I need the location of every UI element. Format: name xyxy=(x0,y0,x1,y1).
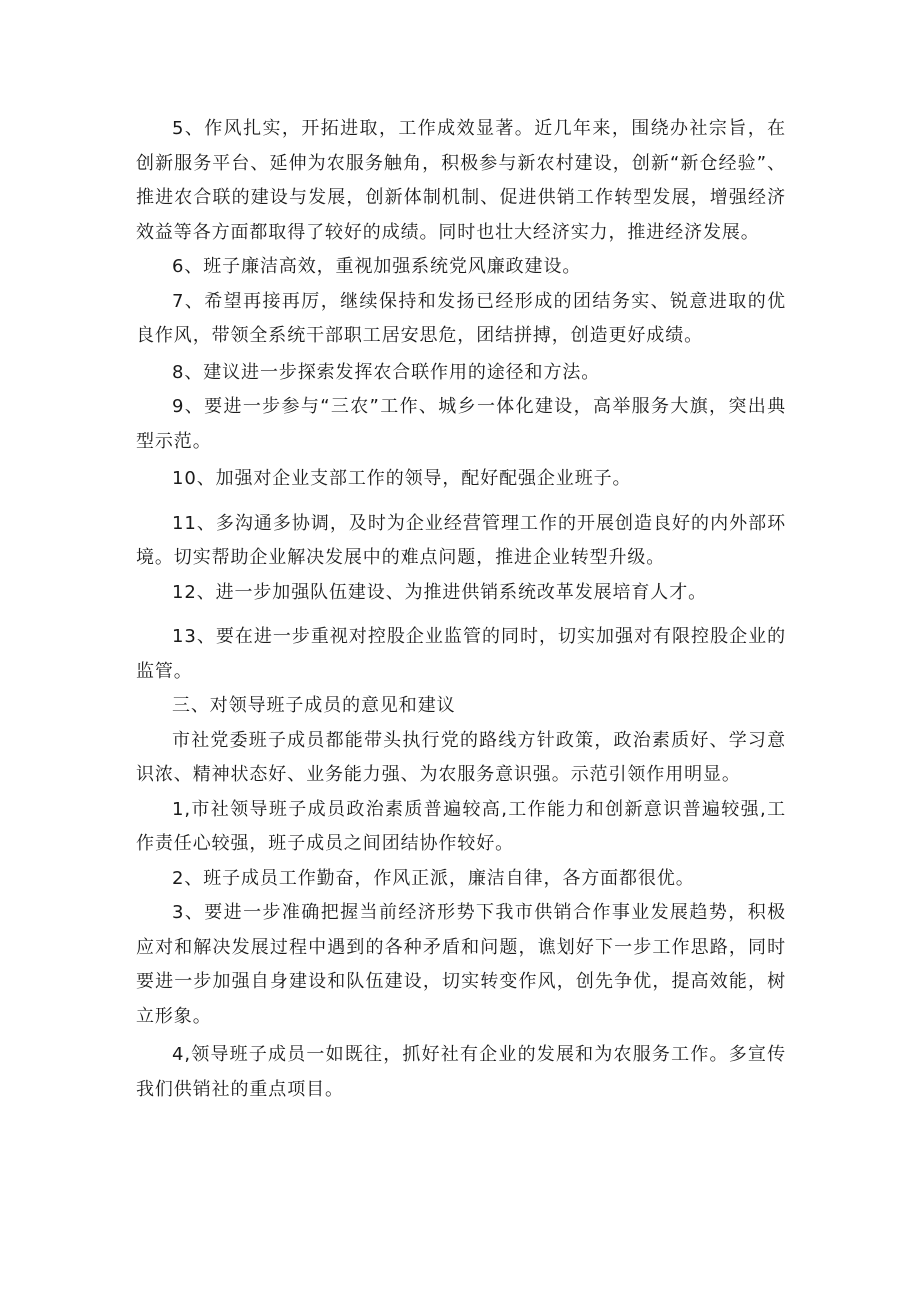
paragraph-member-4: 4,领导班子成员一如既往，抓好社有企业的发展和为农服务工作。多宣传我们供销社的重点项目。 xyxy=(136,1044,786,1100)
paragraph-item-12: 12、进一步加强队伍建设、为推进供销系统改革发展培育人才。 xyxy=(172,581,708,603)
paragraph-item-5: 5、作风扎实，开拓进取，工作成效显著。近几年来，围绕办社宗旨，在创新服务平台、延伸为农服务触角，积极参与新农村建设，创新“新仓经验”、推进农合联的建设与发展，创新体制机制、促进供销工作转型发展，增强经济效益等各方面都取得了较好的成绩。同时也壮大经济实力，推进经济发展。 xyxy=(136,118,786,243)
paragraph-item-6: 6、班子廉洁高效，重视加强系统党风廉政建设。 xyxy=(172,256,582,277)
paragraph-item-13: 13、要在进一步重视对控股企业监管的同时，切实加强对有限控股企业的监管。 xyxy=(136,626,786,682)
section-heading: 三、对领导班子成员的意见和建议 xyxy=(172,695,456,716)
paragraph-member-3: 3、要进一步准确把握当前经济形势下我市供销合作事业发展趋势，积极应对和解决发展过程中遇到的各种矛盾和问题，谯划好下一步工作思路，同时要进一步加强自身建设和队伍建设，切实转变作风，创先争优，提高效能，树立形象。 xyxy=(136,902,786,1027)
paragraph-item-8: 8、建议进一步探索发挥农合联作用的途径和方法。 xyxy=(172,361,601,383)
document-body xyxy=(136,112,786,1107)
paragraph-item-11: 11、多沟通多协调，及时为企业经营管理工作的开展创造良好的内外部环境。切实帮助企业解决发展中的难点问题，推进企业转型升级。 xyxy=(136,512,786,568)
paragraph-item-9: 9、要进一步参与“三农”工作、城乡一体化建设，高举服务大旗，突出典型示范。 xyxy=(136,396,786,452)
paragraph-item-7: 7、希望再接再厉，继续保持和发扬已经形成的团结务实、锐意进取的优良作风，带领全系统干部职工居安思危，团结拼搏，创造更好成绩。 xyxy=(136,290,786,346)
paragraph-member-1: 1,市社领导班子成员政治素质普遍较高,工作能力和创新意识普遍较强,工作责任心较强，班子成员之间团结协作较好。 xyxy=(136,798,786,854)
paragraph-intro: 市社党委班子成员都能带头执行党的路线方针政策，政治素质好、学习意识浓、精神状态好、业务能力强、为农服务意识强。示范引领作用明显。 xyxy=(136,729,786,785)
paragraph-item-10: 10、加强对企业支部工作的领导，配好配强企业班子。 xyxy=(172,468,632,489)
paragraph-member-2: 2、班子成员工作勤奋，作风正派，廉洁自律，各方面都很优。 xyxy=(172,867,695,889)
